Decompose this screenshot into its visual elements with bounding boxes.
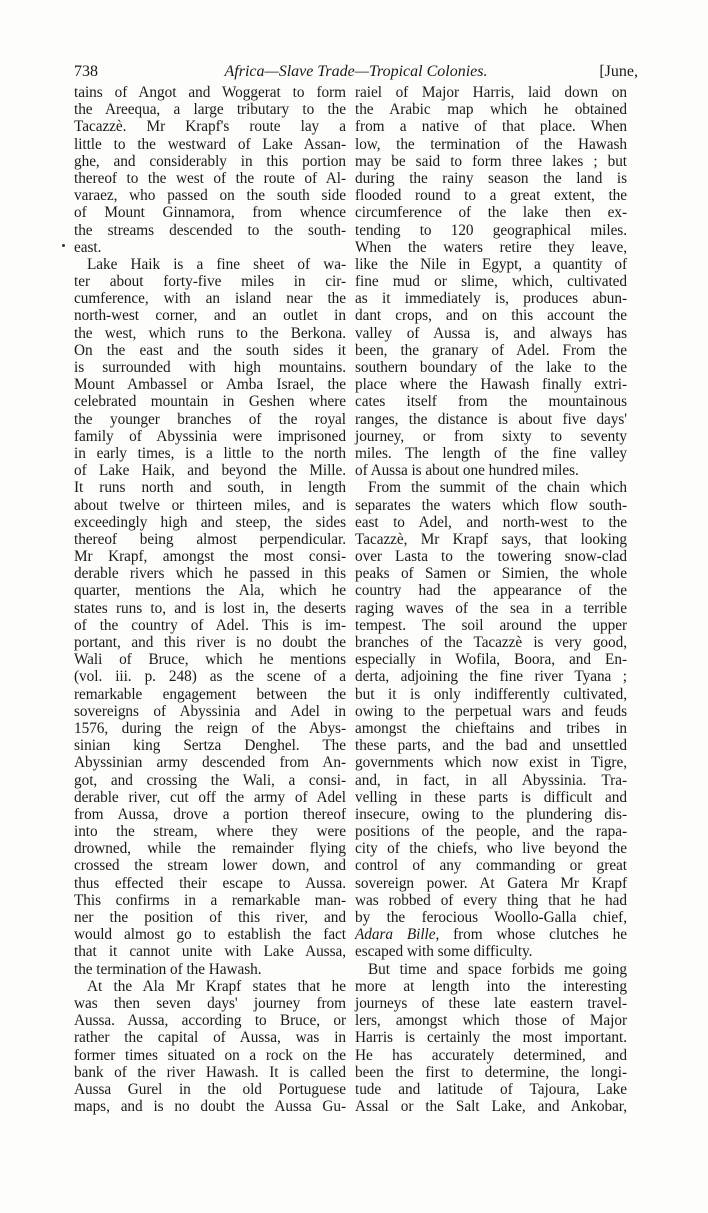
text-line: in early times, is a little to the north [74, 444, 346, 462]
left-column [74, 84, 346, 1115]
italic-name: Adara Bille [355, 926, 436, 944]
text-line: sovereigns of Abyssinia and Adel in [74, 702, 346, 720]
text-line: by the ferocious Woollo-Galla chief, [355, 909, 627, 926]
text-line: was robbed of every thing that he had [355, 891, 627, 909]
text-line: insecure, owing to the plundering dis- [355, 805, 627, 823]
text-line: branches of the Tacazzè is very good, [355, 634, 627, 651]
text-line: separates the waters which flow south- [355, 496, 627, 514]
text-line: the younger branches of the royal [74, 410, 346, 428]
text-line: crossed the stream lower down, and [74, 857, 346, 875]
text-line: valley of Aussa is, and always has [355, 324, 627, 342]
text-line: velling in these parts is difficult and [355, 788, 627, 806]
text-line: lers, amongst which those of Major [355, 1012, 627, 1030]
text-line: the Arabic map which he obtained [355, 101, 627, 119]
text-line: east to Adel, and north-west to the [355, 513, 627, 531]
text-line: over Lasta to the towering snow-clad [355, 548, 627, 566]
text-line: the west, which runs to the Berkona. [74, 324, 346, 342]
text-line: city of the chiefs, who live beyond the [355, 840, 627, 858]
text-line: Mr Krapf, amongst the most consi- [74, 548, 346, 566]
text-line: 1576, during the reign of the Abys- [74, 719, 346, 737]
margin-mark [62, 244, 65, 247]
text-line: exceedingly high and steep, the sides [74, 513, 346, 531]
text-line: (vol. iii. p. 248) as the scene of a [74, 668, 346, 686]
text-line: low, the termination of the Hawash [355, 135, 627, 153]
text-line: especially in Wofila, Boora, and En- [355, 651, 627, 669]
text-line: dant crops, and on this account the [355, 307, 627, 325]
text-line: would almost go to establish the fact [74, 926, 346, 944]
text-line: On the east and the south sides it [74, 341, 346, 359]
right-column [355, 84, 627, 1115]
text-line: tempest. The soil around the upper [355, 616, 627, 634]
text-line: been, the granary of Adel. From the [355, 341, 627, 359]
text-line: raging waves of the sea in a terrible [355, 599, 627, 617]
text-line: thereof being almost perpendicular. [74, 530, 346, 548]
text-line: these parts, and the bad and unsettled [355, 737, 627, 755]
text-line: of Aussa is about one hundred miles. [355, 462, 579, 480]
text-line: quarter, mentions the Ala, which he [74, 582, 346, 600]
text-line: ter about forty-five miles in cir- [74, 273, 346, 291]
text-line: and, in fact, in all Abyssinia. Tra- [355, 771, 627, 789]
text-line: Mount Ambassel or Amba Israel, the [74, 376, 346, 394]
text-line: rather the capital of Aussa, was in [74, 1029, 346, 1047]
text-line: southern boundary of the lake to the [355, 359, 627, 376]
text-line: thus effected their escape to Aussa. [74, 874, 346, 892]
text-line: tains of Angot and Woggerat to form [74, 84, 346, 101]
running-head [74, 60, 638, 84]
text-line: sinian king Sertza Denghel. The [74, 737, 346, 755]
text-line: maps, and is no doubt the Aussa Gu- [74, 1098, 346, 1116]
text-line: But time and space forbids me going [368, 960, 627, 978]
text-line: Tacazzè, Mr Krapf says, that looking [355, 530, 627, 548]
text-line: derable rivers which he passed in this [74, 565, 346, 583]
text-line: At the Ala Mr Krapf states that he [87, 977, 346, 995]
text-line: about twelve or thirteen miles, and is [74, 496, 346, 514]
text-line: been the first to determine, the longi- [355, 1063, 627, 1081]
text-line: tude and latitude of Tajoura, Lake [355, 1080, 627, 1098]
text-line: journeys of these late eastern travel- [355, 994, 627, 1012]
text-line: peaks of Samen or Simien, the whole [355, 565, 627, 583]
text-line: from a native of that place. When [355, 118, 627, 136]
text-line: that it cannot unite with Lake Aussa, [74, 943, 346, 961]
text-line: Abyssinian army descended from An- [74, 754, 346, 772]
text-line: of the country of Adel. This is im- [74, 616, 346, 634]
text-line: Lake Haik is a fine sheet of wa- [87, 255, 346, 273]
text-line: drowned, while the remainder flying [74, 840, 346, 858]
text-line: escaped with some difficulty. [355, 943, 533, 961]
text-line: ner the position of this river, and [74, 909, 346, 926]
text-line: fine mud or slime, which, cultivated [355, 273, 627, 291]
text-line: Assal or the Salt Lake, and Ankobar, [355, 1098, 627, 1116]
text-line: bank of the river Hawash. It is called [74, 1063, 346, 1081]
running-date: [June, [599, 63, 638, 80]
text-line: circumference of the lake then ex- [355, 204, 627, 222]
text-line: from Aussa, drove a portion thereof [74, 805, 346, 823]
text-line: but it is only indifferently cultivated, [355, 685, 627, 703]
text-line: thereof to the west of the route of Al- [74, 169, 346, 187]
text-line: east. [74, 238, 102, 256]
text-line: Tacazzè. Mr Krapf's route lay a [74, 118, 346, 136]
text-line: ranges, the distance is about five days' [355, 410, 627, 428]
text-line: flooded round to a great extent, the [355, 187, 627, 205]
page-number: 738 [74, 63, 98, 80]
text-line: of Lake Haik, and beyond the Mille. [74, 462, 346, 480]
text-line: Aussa. Aussa, according to Bruce, or [74, 1012, 346, 1030]
text-line: From the summit of the chain which [368, 479, 627, 497]
text-line: governments which now exist in Tigre, [355, 754, 627, 772]
text-line: This confirms in a remarkable man- [74, 891, 346, 909]
text-line: states runs to, and is lost in, the deserts [74, 599, 346, 617]
text-line: varaez, who passed on the south side [74, 187, 346, 205]
text-line: ghe, and considerably in this portion [74, 152, 346, 170]
text-line: of Mount Ginnamora, from whence [74, 204, 346, 222]
text-line: cumference, with an island near the [74, 290, 346, 308]
text-line: was then seven days' journey from [74, 994, 346, 1012]
text-line: positions of the people, and the rapa- [355, 823, 627, 841]
text-line: control of any commanding or great [355, 857, 627, 875]
text-line: more at length into the interesting [355, 977, 627, 995]
text-line: may be said to form three lakes ; but [355, 152, 627, 170]
text-line: like the Nile in Egypt, a quantity of [355, 255, 627, 273]
text-line: derable river, cut off the army of Adel [74, 788, 346, 806]
text-line: into the stream, where they were [74, 823, 346, 841]
text-line: tending to 120 geographical miles. [355, 221, 627, 239]
text-line: miles. The length of the fine valley [355, 444, 627, 462]
text-line: is surrounded with high mountains. [74, 359, 346, 376]
text-line: derta, adjoining the fine river Tyana ; [355, 668, 627, 686]
text-line: cates itself from the mountainous [355, 393, 627, 411]
text-line: Aussa Gurel in the old Portuguese [74, 1080, 346, 1098]
text-line: When the waters retire they leave, [355, 238, 627, 256]
text-line: Adara Bille, from whose clutches he [355, 926, 627, 944]
text-line: sovereign power. At Gatera Mr Krapf [355, 874, 627, 892]
text-line: country had the appearance of the [355, 582, 627, 600]
text-line: It runs north and south, in length [74, 479, 346, 497]
text-line: north-west corner, and an outlet in [74, 307, 346, 325]
text-line: remarkable engagement between the [74, 685, 346, 703]
text-line: celebrated mountain in Geshen where [74, 393, 346, 411]
text-line: raiel of Major Harris, laid down on [355, 84, 627, 101]
text-line: portant, and this river is no doubt the [74, 634, 346, 651]
text-line: got, and crossing the Wali, a consi- [74, 771, 346, 789]
running-title: Africa—Slave Trade—Tropical Colonies. [224, 63, 488, 80]
text-line: owing to the perpetual wars and feuds [355, 702, 627, 720]
text-line: journey, or from sixty to seventy [355, 427, 627, 445]
text-line: the streams descended to the south- [74, 221, 346, 239]
text-line: Harris is certainly the most important. [355, 1029, 627, 1047]
text-line: family of Abyssinia were imprisoned [74, 427, 346, 445]
text-line: amongst the chieftains and tribes in [355, 719, 627, 737]
text-line: little to the westward of Lake Assan- [74, 135, 346, 153]
text-line: He has accurately determined, and [355, 1046, 627, 1064]
text-line: former times situated on a rock on the [74, 1046, 346, 1064]
text-line: the termination of the Hawash. [74, 960, 262, 978]
text-line: place where the Hawash finally extri- [355, 376, 627, 394]
text-line: the Areequa, a large tributary to the [74, 101, 346, 119]
text-line: during the rainy season the land is [355, 169, 627, 187]
text-line: as it immediately is, produces abun- [355, 290, 627, 308]
text-line: Wali of Bruce, which he mentions [74, 651, 346, 669]
